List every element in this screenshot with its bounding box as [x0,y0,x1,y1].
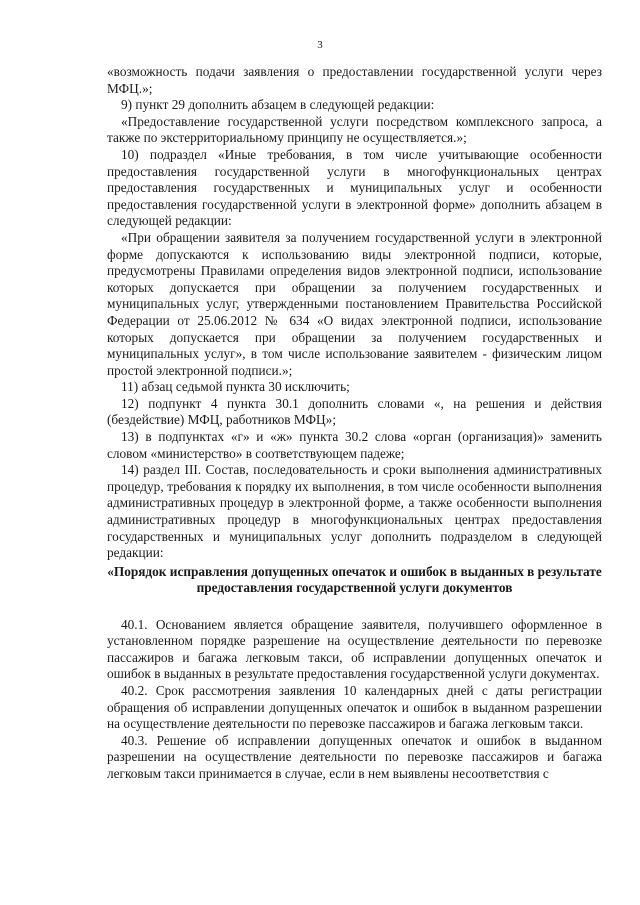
paragraph-1: 9) пункт 29 дополнить абзацем в следующей редакции: [121,97,435,113]
paragraph-7: 13) в подпунктах «г» и «ж» пункта 30.2 слова «орган (организация)» заменить словом «министерство» в соответствующем падеже; [107,429,602,461]
clause-40-1: 40.1. Основанием является обращение заявителя, получившего оформленное в установленном порядке разрешение на осуществление деятельности по перевозке пассажиров и багажа легковым такси, об исправлении допущенных опечаток и ошибок в выданных в результате предоставления государственной услуги документах. [107,616,602,682]
spacer [107,597,602,617]
paragraph-5: 11) абзац седьмой пункта 30 исключить; [121,379,350,395]
paragraph-8: 14) раздел III. Состав, последовательность и сроки выполнения административных процедур, требования к порядку их выполнения, в том числе особенности выполнения административных процедур в электронной форме, а также особенности выполнения административных процедур в многофункциональных центрах предоставления государственных и муниципальных услуг дополнить подразделом в следующей редакции: [107,462,602,561]
paragraph-6: 12) подпункт 4 пункта 30.1 дополнить словами «, на решения и действия (бездействие) МФЦ, работников МФЦ»; [107,395,602,428]
paragraph-2: «Предоставление государственной услуги посредством комплексного запроса, а также по экстерриториальному принципу не осуществляется.»; [107,113,602,146]
page-number: 3 [317,39,323,51]
paragraph-0: «возможность подачи заявления о предоставлении государственной услуги через МФЦ.»; [107,64,602,96]
clause-40-3: 40.3. Решение об исправлении допущенных опечаток и ошибок в выданном разрешении на осуществление деятельности по перевозке пассажиров и багажа легковым такси принимается в случае, если в нем выявлены несоответствия с [107,732,602,781]
document-body [107,64,602,783]
paragraph-3: 10) подраздел «Иные требования, в том числе учитывающие особенности предоставления государственной услуги в многофункциональных центрах предоставления государственных и муниципальных услуг и особенности предоставления государственной услуги в электронной форме» дополнить абзацем в следующей редакции: [107,146,602,229]
clause-40-2: 40.2. Срок рассмотрения заявления 10 календарных дней с даты регистрации обращения об исправлении допущенных опечаток и ошибок в выданном разрешении на осуществление деятельности по перевозке пассажиров и багажа легковым такси. [107,683,602,732]
section-heading: «Порядок исправления допущенных опечаток и ошибок в выданных в результате предоставления государственной услуги документов [107,563,602,596]
paragraph-4: «При обращении заявителя за получением государственной услуги в электронной форме допускаются к использованию виды электронной подписи, которые, предусмотрены Правилами определения видов электронной подписи, использование которых допускается при обращении за получением государственных и муниципальных услуг, утвержденными постановлением Правительства Российской Федерации от 25.06.2012 № 634 «О видах электронной подписи, использование которых допускается при обращении за получением государственных и муниципальных услуг», в том числе использование заявителем - физическим лицом простой электронной подписи.»; [107,229,602,378]
